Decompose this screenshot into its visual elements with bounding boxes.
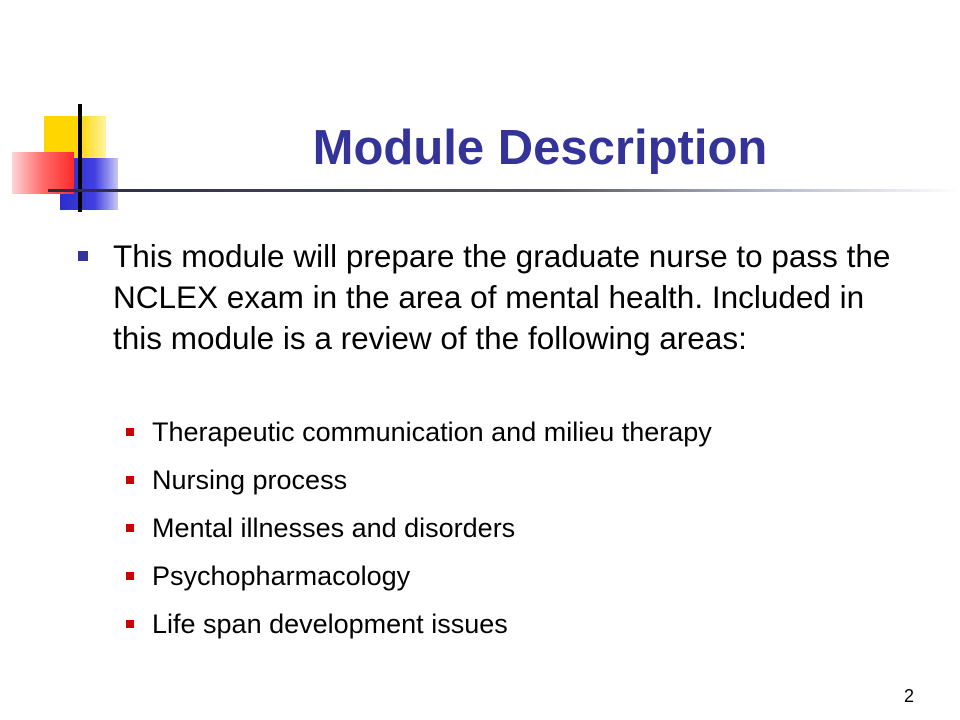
sub-bullet-text: Life span development issues xyxy=(152,609,508,639)
list-item xyxy=(152,608,852,640)
sub-bullet-text: Nursing process xyxy=(152,465,348,495)
square-bullet-icon xyxy=(126,428,134,436)
sub-bullet-text: Therapeutic communication and milieu therapy xyxy=(152,417,712,447)
square-bullet-icon xyxy=(126,620,134,628)
square-bullet-icon xyxy=(78,251,88,261)
main-bullet-text: This module will prepare the graduate nurse to pass the NCLEX exam in the area of mental health. Included in this module is a review of the following areas: xyxy=(113,238,891,356)
square-bullet-icon xyxy=(126,476,134,484)
sub-bullet-list xyxy=(152,416,852,656)
sub-bullet-text: Mental illnesses and disorders xyxy=(152,513,516,543)
slide-title: Module Description xyxy=(312,121,768,175)
logo-vertical-line xyxy=(78,104,82,212)
list-item xyxy=(152,464,852,496)
square-bullet-icon xyxy=(126,572,134,580)
list-item xyxy=(152,560,852,592)
sub-bullet-text: Psychopharmacology xyxy=(152,561,411,591)
list-item xyxy=(152,512,852,544)
square-bullet-icon xyxy=(126,524,134,532)
page-number: 2 xyxy=(903,686,914,706)
list-item xyxy=(152,416,852,448)
title-underline xyxy=(48,189,960,192)
logo-red-square xyxy=(12,152,74,194)
main-bullet xyxy=(113,236,903,359)
